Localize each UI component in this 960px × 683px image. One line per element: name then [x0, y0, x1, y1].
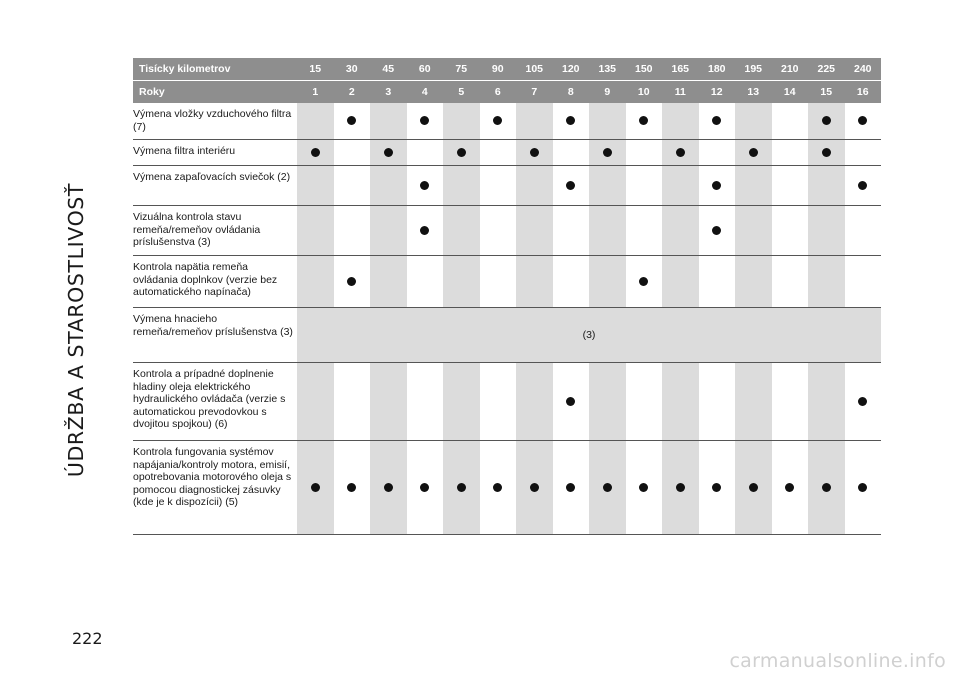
header-year-16: 16 [845, 81, 882, 104]
header-km-90: 90 [480, 58, 517, 81]
bullet-dot-icon [712, 226, 721, 235]
schedule-cell [845, 206, 882, 256]
schedule-cell [845, 441, 882, 535]
bullet-dot-icon [785, 483, 794, 492]
bullet-dot-icon [712, 181, 721, 190]
schedule-cell [626, 441, 663, 535]
header-year-5: 5 [443, 81, 480, 104]
table-row [133, 308, 881, 363]
schedule-cell [480, 103, 517, 140]
bullet-dot-icon [712, 483, 721, 492]
schedule-cell [808, 256, 845, 308]
header-row-kilometers [133, 58, 881, 81]
header-year-13: 13 [735, 81, 772, 104]
schedule-cell [589, 140, 626, 166]
schedule-cell [626, 166, 663, 206]
header-km-75: 75 [443, 58, 480, 81]
header-km-135: 135 [589, 58, 626, 81]
bullet-dot-icon [493, 483, 502, 492]
schedule-cell [553, 103, 590, 140]
schedule-cell [370, 103, 407, 140]
schedule-cell [516, 166, 553, 206]
schedule-cell [297, 256, 334, 308]
schedule-cell [735, 206, 772, 256]
bullet-dot-icon [566, 397, 575, 406]
header-km-240: 240 [845, 58, 882, 81]
schedule-cell [334, 206, 371, 256]
schedule-cell [699, 206, 736, 256]
schedule-cell [553, 206, 590, 256]
header-year-12: 12 [699, 81, 736, 104]
schedule-cell [443, 206, 480, 256]
header-km-195: 195 [735, 58, 772, 81]
schedule-cell [370, 441, 407, 535]
schedule-cell [808, 140, 845, 166]
span-note: (3) [297, 308, 881, 363]
bullet-dot-icon [639, 483, 648, 492]
schedule-cell [589, 206, 626, 256]
bullet-dot-icon [858, 116, 867, 125]
schedule-cell [662, 363, 699, 441]
schedule-cell [699, 140, 736, 166]
row-label: Vizuálna kontrola stavu remeňa/remeňov ovládania príslušenstva (3) [133, 206, 297, 256]
row-label: Výmena hnacieho remeňa/remeňov príslušenstva (3) [133, 308, 297, 363]
bullet-dot-icon [311, 483, 320, 492]
header-km-180: 180 [699, 58, 736, 81]
bullet-dot-icon [493, 116, 502, 125]
schedule-cell [589, 363, 626, 441]
bullet-dot-icon [420, 181, 429, 190]
schedule-cell [407, 363, 444, 441]
schedule-cell [808, 363, 845, 441]
schedule-cell [626, 140, 663, 166]
header-km-165: 165 [662, 58, 699, 81]
bullet-dot-icon [822, 116, 831, 125]
header-km-15: 15 [297, 58, 334, 81]
header-km-105: 105 [516, 58, 553, 81]
schedule-cell [626, 206, 663, 256]
bullet-dot-icon [457, 483, 466, 492]
header-year-10: 10 [626, 81, 663, 104]
header-km-30: 30 [334, 58, 371, 81]
schedule-cell [735, 166, 772, 206]
schedule-cell [407, 103, 444, 140]
schedule-cell [297, 363, 334, 441]
bullet-dot-icon [420, 226, 429, 235]
schedule-cell [553, 441, 590, 535]
schedule-cell [626, 256, 663, 308]
table-row [133, 363, 881, 441]
header-km-45: 45 [370, 58, 407, 81]
schedule-cell [735, 103, 772, 140]
table-row [133, 441, 881, 535]
schedule-cell [297, 140, 334, 166]
schedule-cell [407, 140, 444, 166]
row-label: Kontrola fungovania systémov napájania/kontroly motora, emisií, opotrebovania motorového oleja s pomocou diagnostickej zásuvky (kde je k dispozícii) (5) [133, 441, 297, 535]
schedule-cell [553, 363, 590, 441]
header-year-2: 2 [334, 81, 371, 104]
table-row [133, 206, 881, 256]
schedule-cell [626, 103, 663, 140]
bullet-dot-icon [749, 483, 758, 492]
header-year-9: 9 [589, 81, 626, 104]
row-label: Kontrola napätia remeňa ovládania doplnkov (verzie bez automatického napínača) [133, 256, 297, 308]
bullet-dot-icon [347, 483, 356, 492]
schedule-cell [735, 140, 772, 166]
schedule-cell [297, 206, 334, 256]
schedule-cell [334, 441, 371, 535]
bullet-dot-icon [311, 148, 320, 157]
schedule-cell [699, 441, 736, 535]
schedule-cell [845, 103, 882, 140]
schedule-cell [407, 166, 444, 206]
schedule-cell [808, 166, 845, 206]
table-row [133, 256, 881, 308]
schedule-cell [662, 256, 699, 308]
table-row [133, 166, 881, 206]
header-row-years [133, 81, 881, 104]
section-title: ÚDRŽBA A STAROSTLIVOSŤ [64, 182, 88, 478]
schedule-cell [334, 256, 371, 308]
bullet-dot-icon [712, 116, 721, 125]
schedule-cell [699, 103, 736, 140]
header-year-4: 4 [407, 81, 444, 104]
schedule-cell [334, 103, 371, 140]
schedule-cell [297, 166, 334, 206]
header-year-6: 6 [480, 81, 517, 104]
schedule-cell [772, 140, 809, 166]
header-km-120: 120 [553, 58, 590, 81]
schedule-cell [480, 441, 517, 535]
header-year-7: 7 [516, 81, 553, 104]
schedule-cell [480, 166, 517, 206]
schedule-cell [589, 166, 626, 206]
maintenance-schedule-table [133, 58, 881, 535]
schedule-cell [699, 166, 736, 206]
schedule-cell [772, 206, 809, 256]
header-km-60: 60 [407, 58, 444, 81]
schedule-cell [808, 206, 845, 256]
bullet-dot-icon [676, 148, 685, 157]
schedule-cell [443, 103, 480, 140]
bullet-dot-icon [347, 116, 356, 125]
schedule-cell [370, 363, 407, 441]
schedule-cell [553, 166, 590, 206]
schedule-cell [808, 441, 845, 535]
schedule-cell [699, 363, 736, 441]
bullet-dot-icon [530, 483, 539, 492]
schedule-cell [772, 256, 809, 308]
bullet-dot-icon [384, 148, 393, 157]
schedule-cell [662, 140, 699, 166]
schedule-cell [845, 140, 882, 166]
row-label: Výmena zapaľovacích sviečok (2) [133, 166, 297, 206]
header-year-1: 1 [297, 81, 334, 104]
schedule-cell [516, 256, 553, 308]
schedule-cell [480, 363, 517, 441]
schedule-cell [772, 441, 809, 535]
schedule-cell [370, 206, 407, 256]
bullet-dot-icon [566, 181, 575, 190]
schedule-cell [589, 441, 626, 535]
schedule-cell [808, 103, 845, 140]
header-km-label: Tisícky kilometrov [133, 58, 297, 81]
schedule-cell [334, 166, 371, 206]
schedule-cell [297, 103, 334, 140]
table-row [133, 103, 881, 140]
schedule-cell [516, 363, 553, 441]
schedule-cell [772, 363, 809, 441]
schedule-cell [480, 256, 517, 308]
schedule-cell [845, 256, 882, 308]
schedule-cell [662, 166, 699, 206]
schedule-cell [662, 103, 699, 140]
bullet-dot-icon [603, 483, 612, 492]
schedule-cell [589, 256, 626, 308]
header-year-3: 3 [370, 81, 407, 104]
bullet-dot-icon [420, 483, 429, 492]
header-year-11: 11 [662, 81, 699, 104]
schedule-cell [443, 256, 480, 308]
bullet-dot-icon [858, 483, 867, 492]
schedule-cell [626, 363, 663, 441]
schedule-cell [297, 441, 334, 535]
bullet-dot-icon [639, 116, 648, 125]
bullet-dot-icon [420, 116, 429, 125]
schedule-cell [735, 363, 772, 441]
schedule-cell [553, 140, 590, 166]
schedule-cell [443, 166, 480, 206]
schedule-cell [589, 103, 626, 140]
header-km-210: 210 [772, 58, 809, 81]
schedule-cell [699, 256, 736, 308]
bullet-dot-icon [603, 148, 612, 157]
schedule-cell [662, 206, 699, 256]
schedule-cell [516, 441, 553, 535]
schedule-cell [845, 166, 882, 206]
schedule-cell [480, 206, 517, 256]
bullet-dot-icon [822, 483, 831, 492]
schedule-cell [516, 103, 553, 140]
bullet-dot-icon [347, 277, 356, 286]
schedule-cell [443, 363, 480, 441]
schedule-cell [735, 256, 772, 308]
watermark: carmanualsonline.info [729, 650, 946, 672]
schedule-cell [407, 206, 444, 256]
schedule-cell [370, 140, 407, 166]
bullet-dot-icon [384, 483, 393, 492]
table-row [133, 140, 881, 166]
schedule-cell [370, 256, 407, 308]
bullet-dot-icon [749, 148, 758, 157]
bullet-dot-icon [858, 397, 867, 406]
schedule-cell [516, 206, 553, 256]
schedule-cell [772, 103, 809, 140]
header-year-15: 15 [808, 81, 845, 104]
bullet-dot-icon [676, 483, 685, 492]
schedule-cell [662, 441, 699, 535]
schedule-cell [334, 140, 371, 166]
row-label: Výmena filtra interiéru [133, 140, 297, 166]
schedule-cell [407, 441, 444, 535]
schedule-cell [480, 140, 517, 166]
schedule-cell [370, 166, 407, 206]
bullet-dot-icon [530, 148, 539, 157]
bullet-dot-icon [639, 277, 648, 286]
header-years-label: Roky [133, 81, 297, 104]
page-number: 222 [72, 629, 103, 648]
schedule-cell [443, 140, 480, 166]
bullet-dot-icon [822, 148, 831, 157]
schedule-cell [407, 256, 444, 308]
row-label: Výmena vložky vzduchového filtra (7) [133, 103, 297, 140]
header-year-14: 14 [772, 81, 809, 104]
schedule-cell [516, 140, 553, 166]
row-label: Kontrola a prípadné doplnenie hladiny oleja elektrického hydraulického ovládača (verzie s automatickou prevodovkou s dvojitou spojkou) (6) [133, 363, 297, 441]
schedule-cell [334, 363, 371, 441]
schedule-cell [443, 441, 480, 535]
header-km-225: 225 [808, 58, 845, 81]
bullet-dot-icon [457, 148, 466, 157]
schedule-cell [553, 256, 590, 308]
schedule-cell [845, 363, 882, 441]
bullet-dot-icon [566, 483, 575, 492]
schedule-cell [772, 166, 809, 206]
bullet-dot-icon [566, 116, 575, 125]
header-km-150: 150 [626, 58, 663, 81]
header-year-8: 8 [553, 81, 590, 104]
schedule-cell [735, 441, 772, 535]
bullet-dot-icon [858, 181, 867, 190]
